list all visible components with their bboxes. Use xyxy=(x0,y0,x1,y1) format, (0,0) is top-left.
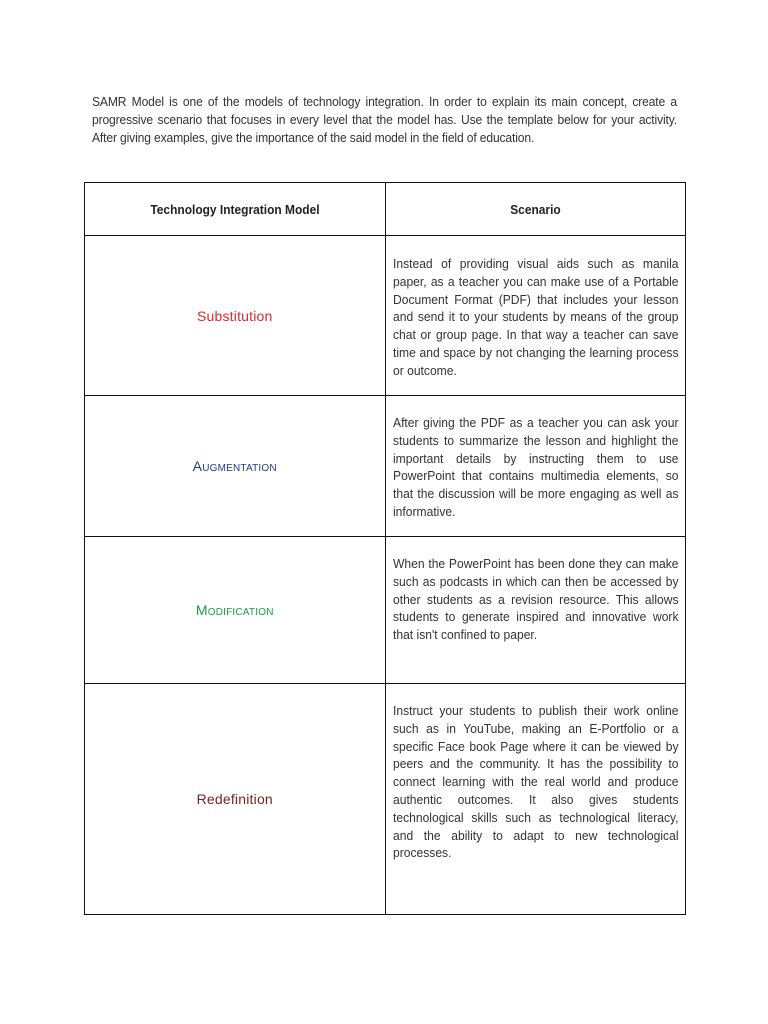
header-scenario: Scenario xyxy=(385,183,686,236)
header-model: Technology Integration Model xyxy=(85,183,386,236)
model-augmentation: Augmentation xyxy=(85,396,386,537)
table-row xyxy=(85,684,686,915)
scenario-cell xyxy=(385,537,686,684)
table-row xyxy=(85,236,686,396)
model-modification: Modification xyxy=(85,537,386,684)
samr-table xyxy=(84,182,686,915)
instructions-paragraph: SAMR Model is one of the models of technology integration. In order to explain its main concept, create a progressive scenario that focuses in every level that the model has. Use the template below for your activity. After giving examples, give the importance of the said model in the field of education. xyxy=(92,94,677,145)
table-row xyxy=(85,537,686,684)
scenario-substitution: Instead of providing visual aids such as manila paper, as a teacher you can make use of a Portable Document Format (PDF) that includes your lesson and send it to your students by means of the group chat or group page. In that way a teacher can save time and space by not changing the learning process or outcome. xyxy=(392,256,679,378)
table-row xyxy=(85,396,686,537)
model-redefinition: Redefinition xyxy=(85,684,386,915)
scenario-cell xyxy=(385,396,686,537)
model-substitution: Substitution xyxy=(85,236,386,396)
scenario-redefinition: Instruct your students to publish their work online such as in YouTube, making an E-Portfolio or a specific Face book Page where it can be viewed by peers and the community. It has the possibility to connect learning with the real world and produce authentic outcomes. It also gives students technological skills such as technological literacy, and the ability to adapt to new technological processes. xyxy=(392,703,679,861)
table-header-row xyxy=(85,183,686,236)
scenario-cell xyxy=(385,236,686,396)
scenario-modification: When the PowerPoint has been done they can make such as podcasts in which can then be accessed by other students as a revision resource. This allows students to generate inspired and innovative work that isn't confined to paper. xyxy=(392,556,679,643)
scenario-augmentation: After giving the PDF as a teacher you can ask your students to summarize the lesson and highlight the important details by instructing them to use PowerPoint that contains multimedia elements, so that the discussion will be more engaging as well as informative. xyxy=(392,415,679,519)
scenario-cell xyxy=(385,684,686,915)
